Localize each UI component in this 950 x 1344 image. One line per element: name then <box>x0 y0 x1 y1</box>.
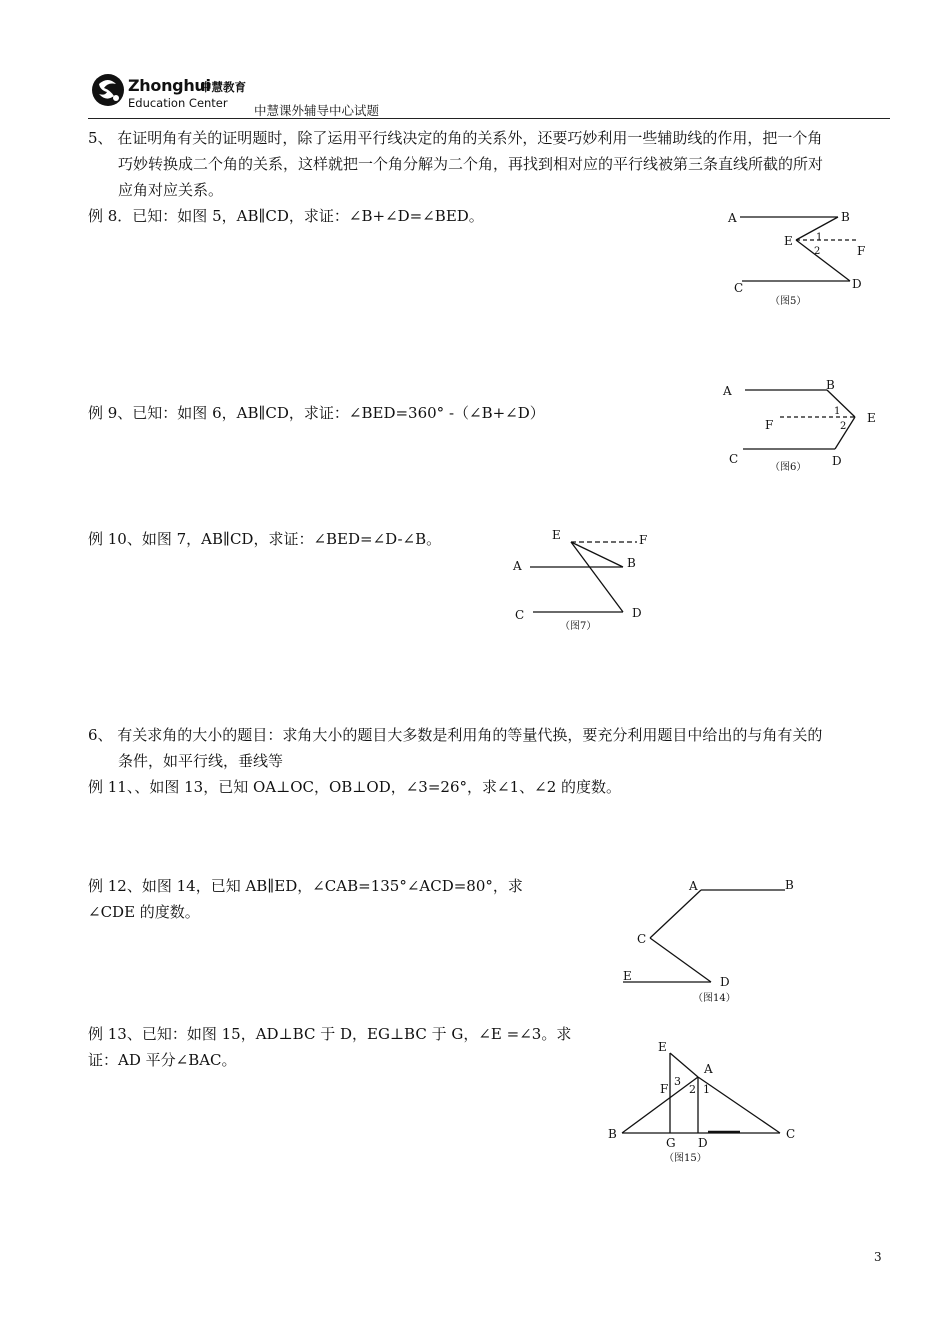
page-number: 3 <box>874 1250 882 1264</box>
fig14-label-c: C <box>637 932 647 946</box>
fig6-angle-2: 2 <box>840 421 847 432</box>
fig7-label-c: C <box>515 608 525 622</box>
fig15-angle-1: 1 <box>703 1083 710 1096</box>
figure-7 <box>505 522 665 637</box>
section-5-line-2: 巧妙转换成二个角的关系，这样就把一个角分解为二个角，再找到相对应的平行线被第三条直线所截的所对 <box>118 155 824 173</box>
fig7-label-f: F <box>639 533 648 547</box>
fig6-label-f: F <box>765 418 774 432</box>
fig14-label-d: D <box>720 975 730 989</box>
fig5-angle-1: 1 <box>816 232 823 243</box>
fig5-label-a: A <box>728 211 737 225</box>
section-5-line-1: 5、 在证明角有关的证明题时，除了运用平行线决定的角的关系外，还要巧妙利用一些辅助线的作用，把一个角 <box>88 129 823 147</box>
header-title: 中慧课外辅导中心试题 <box>254 103 380 118</box>
brand-name-en: Zhonghui <box>128 76 211 95</box>
fig5-label-d: D <box>852 277 862 291</box>
figure-15 <box>600 1035 810 1170</box>
section-6-line-2: 条件，如平行线，垂线等 <box>118 752 284 770</box>
example-9-text: 例 9、已知：如图 6，AB∥CD，求证：∠BED=360° -（∠B+∠D） <box>88 404 545 422</box>
fig7-caption: （图7） <box>560 621 597 632</box>
fig6-label-d: D <box>832 454 842 468</box>
section-5-line-3: 应角对应关系。 <box>118 181 224 199</box>
fig14-label-e: E <box>623 969 632 983</box>
fig7-label-e: E <box>552 528 561 542</box>
example-11-text: 例 11、、如图 13，已知 OA⊥OC，OB⊥OD，∠3=26°，求∠1、∠2 的度数。 <box>88 778 621 796</box>
fig14-caption: （图14） <box>693 993 736 1004</box>
fig15-label-c: C <box>786 1127 796 1141</box>
fig15-label-a: A <box>704 1062 713 1076</box>
example-12-line-2: ∠CDE 的度数。 <box>88 903 200 921</box>
fig15-angle-3: 3 <box>674 1075 681 1088</box>
fig15-label-f: F <box>660 1082 669 1096</box>
fig15-caption: （图15） <box>664 1153 707 1164</box>
example-13-line-2: 证：AD 平分∠BAC。 <box>88 1051 237 1069</box>
fig7-label-b: B <box>627 556 636 570</box>
fig15-angle-2: 2 <box>689 1083 696 1096</box>
example-8-text: 例 8．已知：如图 5，AB∥CD，求证：∠B+∠D=∠BED。 <box>88 207 484 225</box>
fig14-label-b: B <box>785 878 794 892</box>
figure-5 <box>720 200 890 310</box>
brand-subtitle: Education Center <box>128 96 228 110</box>
example-13-line-1: 例 13、已知：如图 15，AD⊥BC 于 D，EG⊥BC 于 G，∠E =∠3。求 <box>88 1025 572 1043</box>
brand-name-zh: 中慧教育 <box>200 80 246 94</box>
fig5-angle-2: 2 <box>814 246 821 257</box>
fig5-label-f: F <box>857 244 866 258</box>
fig6-label-a: A <box>723 384 732 398</box>
fig6-label-e: E <box>867 411 876 425</box>
fig5-label-e: E <box>784 234 793 248</box>
figure-14 <box>615 870 805 1010</box>
fig5-label-c: C <box>734 281 744 295</box>
logo-icon <box>90 72 126 108</box>
fig14-label-a: A <box>689 879 698 893</box>
example-10-text: 例 10、如图 7，AB∥CD，求证：∠BED=∠D-∠B。 <box>88 530 442 548</box>
fig7-label-a: A <box>513 559 522 573</box>
fig15-label-g: G <box>666 1136 676 1150</box>
fig15-label-b: B <box>608 1127 617 1141</box>
fig5-label-b: B <box>841 210 850 224</box>
fig7-label-d: D <box>632 606 642 620</box>
fig6-angle-1: 1 <box>834 406 841 417</box>
fig6-caption: （图6） <box>770 462 807 473</box>
fig6-label-c: C <box>729 452 739 466</box>
fig6-label-b: B <box>826 378 835 392</box>
example-12-line-1: 例 12、如图 14，已知 AB∥ED，∠CAB=135°∠ACD=80°，求 <box>88 877 523 895</box>
section-6-line-1: 6、 有关求角的大小的题目：求角大小的题目大多数是利用角的等量代换，要充分利用题目中给出的与角有关的 <box>88 726 823 744</box>
fig15-label-d: D <box>698 1136 708 1150</box>
fig5-caption: （图5） <box>770 296 807 307</box>
fig15-label-e: E <box>658 1040 667 1054</box>
header-divider <box>88 118 890 119</box>
figure-6 <box>715 375 885 475</box>
